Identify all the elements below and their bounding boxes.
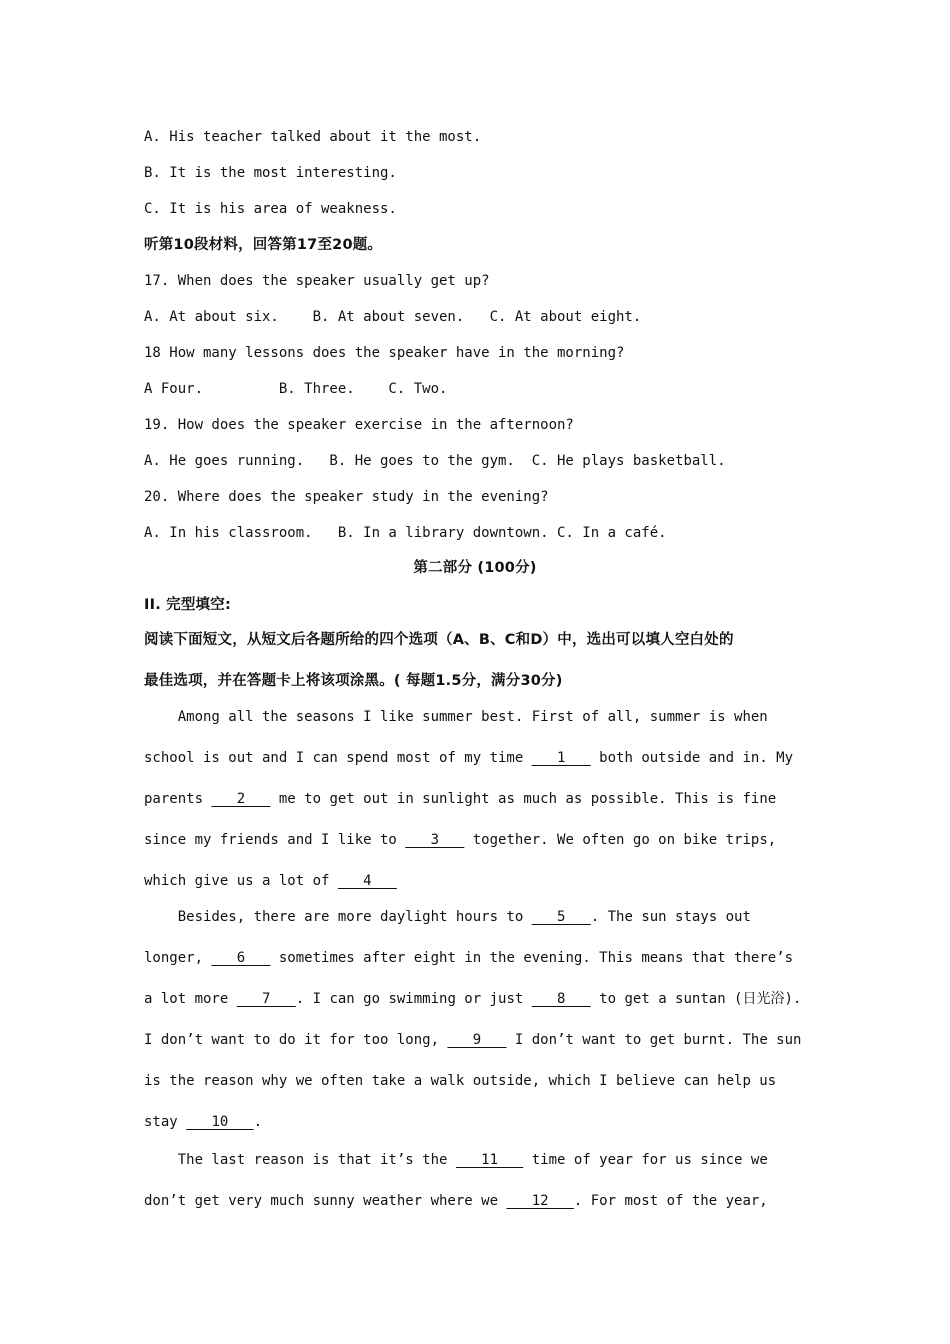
cloze-blank-8: 8 [531,991,591,1007]
passage-text: since my friends and I like to [144,832,406,848]
q16-option-c: C. It is his area of weakness. [144,201,397,217]
passage-text: to get a suntan (日光浴). [590,991,802,1007]
q16-option-b: B. It is the most interesting. [144,165,397,181]
passage-text: I don’t want to do it for too long, [144,1032,448,1048]
question-20-options: A. In his classroom. B. In a library downtown. C. In a café. [144,525,667,541]
passage-line [144,871,397,891]
passage-line [144,907,751,927]
passage-text: sometimes after eight in the evening. This means that there’s [270,950,794,966]
passage-line: is the reason why we often take a walk outside, which I believe can help us [144,1073,777,1089]
question-18: 18 How many lessons does the speaker have in the morning? [144,345,625,361]
question-20: 20. Where does the speaker study in the evening? [144,489,549,505]
passage-line [144,830,776,850]
cloze-blank-7: 7 [236,991,296,1007]
passage-text: don’t get very much sunny weather where we [144,1193,507,1209]
cloze-blank-12: 12 [506,1193,574,1209]
passage-text: school is out and I can spend most of my time [144,750,532,766]
passage-text: parents [144,791,212,807]
passage-text: time of year for us since we [523,1152,768,1168]
passage-text: a lot more [144,991,237,1007]
cloze-blank-2: 2 [211,791,271,807]
passage-line [144,948,793,968]
passage-line [144,1112,262,1132]
cloze-blank-11: 11 [455,1152,524,1168]
question-17: 17. When does the speaker usually get up? [144,273,490,289]
passage-text: . [253,1114,263,1130]
question-19-options: A. He goes running. B. He goes to the gym. C. He plays basketball. [144,453,726,469]
passage-line [144,989,801,1009]
passage-text: The last reason is that it’s the [144,1152,456,1168]
question-18-options: A Four. B. Three. C. Two. [144,381,448,397]
passage-text: . For most of the year, [573,1193,768,1209]
part2-title: 第二部分 (100分) [413,560,537,576]
passage-text: Besides, there are more daylight hours to [144,909,532,925]
passage-text: both outside and in. My [590,750,794,766]
passage-text: I don’t want to get burnt. The sun [506,1032,802,1048]
passage-line [144,1030,801,1050]
cloze-instruction-line1: 阅读下面短文，从短文后各题所给的四个选项（A、B、C和D）中，选出可以填人空白处的 [144,632,734,648]
passage-line [144,789,776,809]
q16-option-a: A. His teacher talked about it the most. [144,129,482,145]
passage-line [144,748,793,768]
passage-text: . The sun stays out [590,909,751,925]
passage-text: stay [144,1114,187,1130]
passage-text: together. We often go on bike trips, [464,832,777,848]
passage-line [144,1150,768,1170]
section10-instruction: 听第10段材料，回答第17至20题。 [144,237,383,253]
question-19: 19. How does the speaker exercise in the afternoon? [144,417,574,433]
passage-line [144,1191,768,1211]
passage-text: which give us a lot of [144,873,338,889]
passage-text: longer, [144,950,212,966]
cloze-blank-10: 10 [186,1114,254,1130]
cloze-blank-4: 4 [337,873,397,889]
cloze-blank-5: 5 [531,909,591,925]
cloze-blank-1: 1 [531,750,591,766]
cloze-blank-6: 6 [211,950,271,966]
passage-text: me to get out in sunlight as much as possible. This is fine [270,791,777,807]
cloze-blank-3: 3 [405,832,465,848]
cloze-blank-9: 9 [447,1032,507,1048]
passage-text: . I can go swimming or just [295,991,532,1007]
cloze-heading: II. 完型填空: [144,597,231,613]
cloze-instruction-line2: 最佳选项，并在答题卡上将该项涂黑。( 每题1.5分，满分30分) [144,673,563,689]
passage-line: Among all the seasons I like summer best. First of all, summer is when [144,709,768,725]
question-17-options: A. At about six. B. At about seven. C. At about eight. [144,309,642,325]
